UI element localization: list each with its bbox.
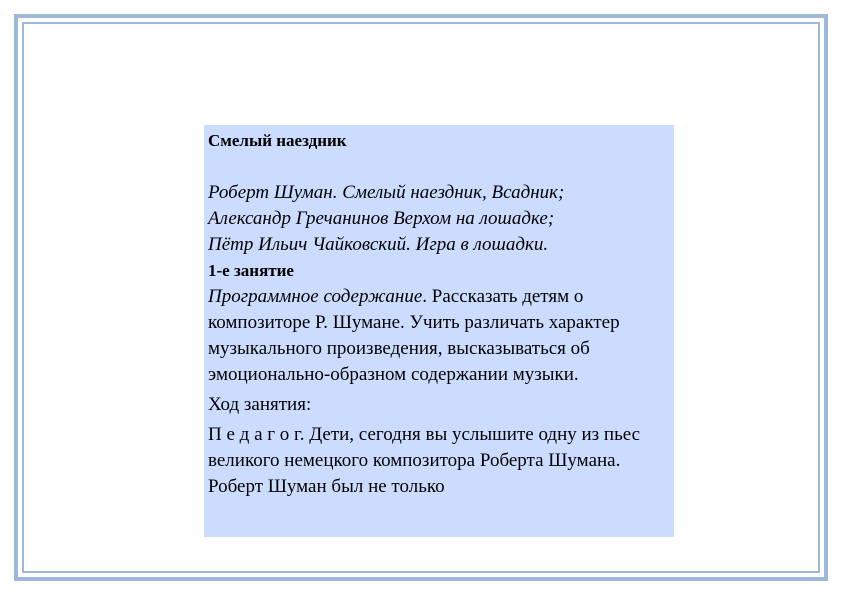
work-line-2: Александр Гречанинов Верхом на лошадке;: [208, 208, 555, 229]
work-line-3: Пётр Ильич Чайковский. Игра в лошадки.: [208, 234, 549, 255]
work-line-1: Роберт Шуман. Смелый наездник, Всадник;: [208, 182, 565, 203]
slide-text-block: [204, 125, 674, 537]
blank-line: [208, 154, 670, 180]
progress-heading: Ход занятия:: [208, 394, 312, 415]
program-text: . Рассказать детям о композиторе Р. Шумане. Учить различать характер музыкального произведения, высказываться об эмоционально-образном содержании музыки.: [208, 286, 620, 385]
speaker-label: П е д а г о г.: [208, 424, 305, 445]
teacher-speech-paragraph: [208, 422, 670, 500]
slide-title: Смелый наездник: [208, 131, 347, 150]
program-label: Программное содержание: [208, 286, 423, 307]
lesson-heading: 1-е занятие: [208, 261, 294, 280]
speech-text: Дети, сегодня вы услышите одну из пьес великого немецкого композитора Роберта Шумана. Роберт Шуман был не только: [208, 424, 641, 497]
program-paragraph: [208, 284, 670, 388]
